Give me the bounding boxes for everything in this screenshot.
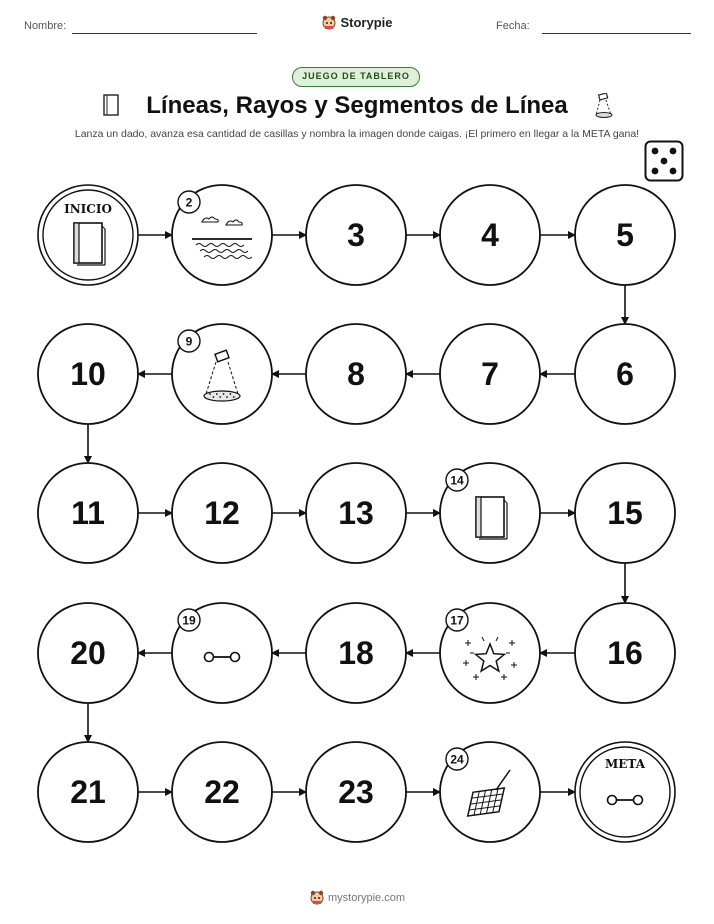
- board-space-2[interactable]: [172, 185, 272, 285]
- brand-logo-icon: [309, 889, 325, 905]
- board-space-16[interactable]: [575, 603, 675, 703]
- board-space-1[interactable]: [38, 185, 138, 285]
- space-number: 6: [616, 356, 634, 392]
- space-label: META: [604, 757, 646, 771]
- instructions: Lanza un dado, avanza esa cantidad de casillas y nombra la imagen donde caigas. ¡El primero en llegar a la META gana!: [74, 128, 640, 140]
- space-number: 16: [607, 635, 643, 671]
- footer-url[interactable]: mystorypie.com: [327, 892, 406, 904]
- space-number: 18: [338, 635, 374, 671]
- board-space-12[interactable]: [172, 463, 272, 563]
- space-number: 3: [347, 217, 365, 253]
- space-number: 7: [481, 356, 499, 392]
- space-number: 24: [450, 752, 464, 767]
- board-space-11[interactable]: [38, 463, 138, 563]
- board-space-23[interactable]: [306, 742, 406, 842]
- space-number: 8: [347, 356, 365, 392]
- board-space-13[interactable]: [306, 463, 406, 563]
- board-space-10[interactable]: [38, 324, 138, 424]
- board-space-9[interactable]: [172, 324, 272, 424]
- space-number: 23: [338, 774, 374, 810]
- board-space-7[interactable]: [440, 324, 540, 424]
- game-type-badge: JUEGO DE TABLERO: [292, 67, 420, 87]
- board-space-22[interactable]: [172, 742, 272, 842]
- space-number: 10: [70, 356, 106, 392]
- board-space-6[interactable]: [575, 324, 675, 424]
- board-space-19[interactable]: [172, 603, 272, 703]
- space-number: 11: [71, 495, 105, 531]
- space-number: 15: [607, 495, 643, 531]
- date-label: Fecha:: [496, 20, 530, 32]
- space-number: 9: [185, 334, 193, 349]
- space-number: 4: [481, 217, 499, 253]
- board-space-5[interactable]: [575, 185, 675, 285]
- space-number: 20: [70, 635, 106, 671]
- book-icon: [476, 497, 507, 539]
- space-number: 13: [338, 495, 374, 531]
- board-space-8[interactable]: [306, 324, 406, 424]
- space-number: 2: [185, 195, 193, 210]
- board-space-18[interactable]: [306, 603, 406, 703]
- footer: [0, 889, 714, 905]
- space-number: 19: [182, 613, 196, 628]
- brand-name: Storypie: [340, 15, 393, 30]
- board-space-15[interactable]: [575, 463, 675, 563]
- board-space-4[interactable]: [440, 185, 540, 285]
- space-number: 5: [616, 217, 634, 253]
- board-space-14[interactable]: [440, 463, 540, 563]
- board-space-20[interactable]: [38, 603, 138, 703]
- space-number: 12: [204, 495, 240, 531]
- board-space-3[interactable]: [306, 185, 406, 285]
- space-number: 14: [450, 473, 464, 488]
- space-number: 22: [204, 774, 240, 810]
- board-space-17[interactable]: [440, 603, 540, 703]
- book-icon: [74, 223, 105, 265]
- board-space-24[interactable]: [440, 742, 540, 842]
- space-number: 17: [450, 613, 464, 628]
- space-label: INICIO: [64, 202, 112, 216]
- name-label: Nombre:: [24, 20, 67, 32]
- space-number: 21: [70, 774, 106, 810]
- board-space-25[interactable]: [575, 742, 675, 842]
- page-title: Líneas, Rayos y Segmentos de Línea: [146, 92, 568, 119]
- board-space-21[interactable]: [38, 742, 138, 842]
